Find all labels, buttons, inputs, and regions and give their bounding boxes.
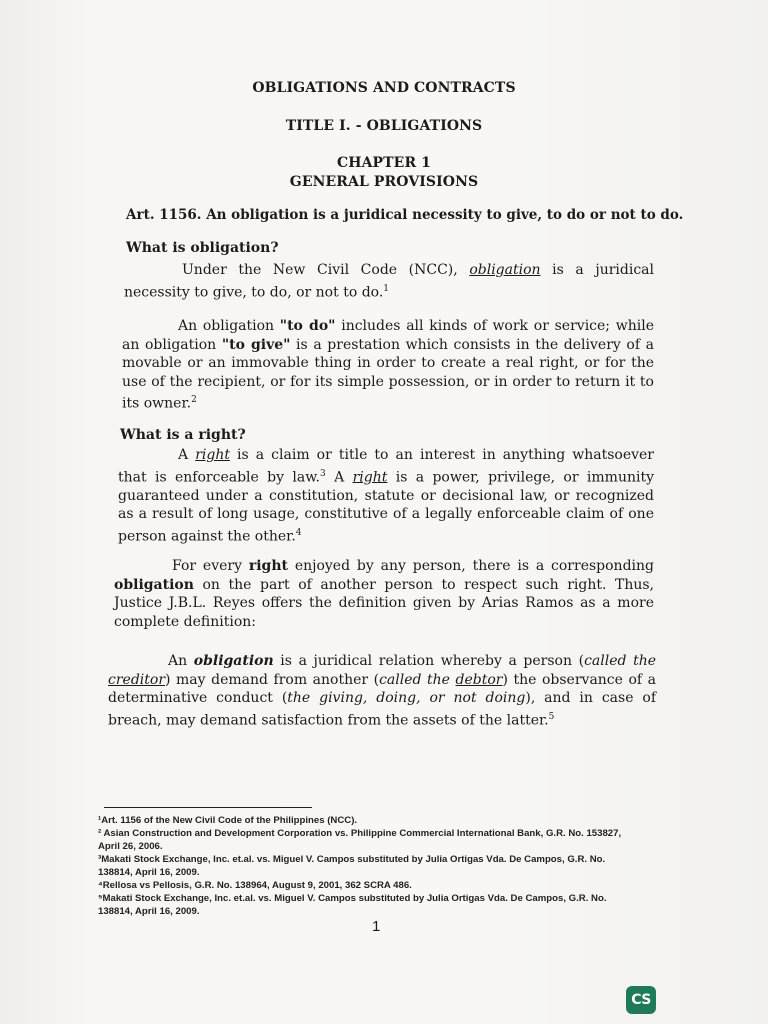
paragraph-corresponding-obligation: For every right enjoyed by any person, there is a corresponding obligation on the part of another person to respect such right. Thus, Justice J.B.L. Reyes offers the definition given by Arias Ramos as a more complete definition: xyxy=(114,558,654,630)
chapter-title: GENERAL PROVISIONS xyxy=(289,174,479,190)
term-obligation: obligation xyxy=(469,262,541,278)
term-to-give: "to give" xyxy=(221,336,291,353)
term-creditor: creditor xyxy=(108,671,166,688)
page-number: 1 xyxy=(372,918,381,935)
article-1156: Art. 1156. An obligation is a juridical necessity to give, to do or not to do. xyxy=(126,207,684,223)
question-obligation: What is obligation? xyxy=(126,240,279,256)
paragraph-to-do-to-give: An obligation "to do" includes all kinds of work or service; while an obligation "to give" is a prestation which consists in the delivery of a movable or an immovable thing in order to create a real right, or for the use of the recipient, or for its simple possession, or in order to return it to its owner.$^2$ xyxy=(122,318,655,412)
term-debtor: debtor xyxy=(455,671,503,688)
footnote-1: ¹Art. 1156 of the New Civil Code of the Philippines (NCC). xyxy=(98,815,358,826)
chapter-heading: CHAPTER 1 xyxy=(337,155,431,171)
paragraph-arias-ramos-definition: An obligation is a juridical relation whereby a person (called the creditor) may demand from another (called the debtor) the observance of a determinative conduct (the giving, doing, or not doing), and in case of breach, may demand satisfaction from the assets of the latter.$^5$ xyxy=(108,653,657,729)
footnote-5: ⁵Makati Stock Exchange, Inc. et.al. vs. Miguel V. Campos substituted by Julia Ortigas Vda. De Campos, G.R. No. 138814, April 16, 2009. xyxy=(98,893,607,917)
document-title: OBLIGATIONS AND CONTRACTS xyxy=(252,80,516,96)
paragraph-right-definition: A right is a claim or title to an interest in anything whatsoever that is enforceable by law.$^3$ A right is a power, privilege, or immunity guaranteed under a constitution, statute or decisional law, or recognized as a result of long usage, constitutive of a legally enforceable claim of one person against the other.$^4$ xyxy=(118,447,654,545)
footnote-2: ² Asian Construction and Development Corporation vs. Philippine Commercial International Bank, G.R. No. 153827, April 26, 2006. xyxy=(98,828,622,852)
footnote-4: ⁴Rellosa vs Pellosis, G.R. No. 138964, August 9, 2001, 362 SCRA 486. xyxy=(98,880,412,891)
term-right-2: right xyxy=(352,469,388,486)
term-right: right xyxy=(195,447,230,463)
footnotes xyxy=(98,814,638,918)
question-right: What is a right? xyxy=(120,427,246,443)
term-to-do: "to do" xyxy=(279,318,336,334)
camscanner-logo-icon: CS xyxy=(626,986,656,1014)
footnote-divider xyxy=(104,807,312,808)
title-heading: TITLE I. - OBLIGATIONS xyxy=(285,118,483,134)
footnote-3: ³Makati Stock Exchange, Inc. et.al. vs. Miguel V. Campos substituted by Julia Ortigas Vda. De Campos, G.R. No. 138814, April 16, 2009. xyxy=(98,854,606,878)
paragraph-obligation-definition: Under the New Civil Code (NCC), obligation is a juridical necessity to give, to do, or not to do.$^1$ xyxy=(124,262,654,301)
